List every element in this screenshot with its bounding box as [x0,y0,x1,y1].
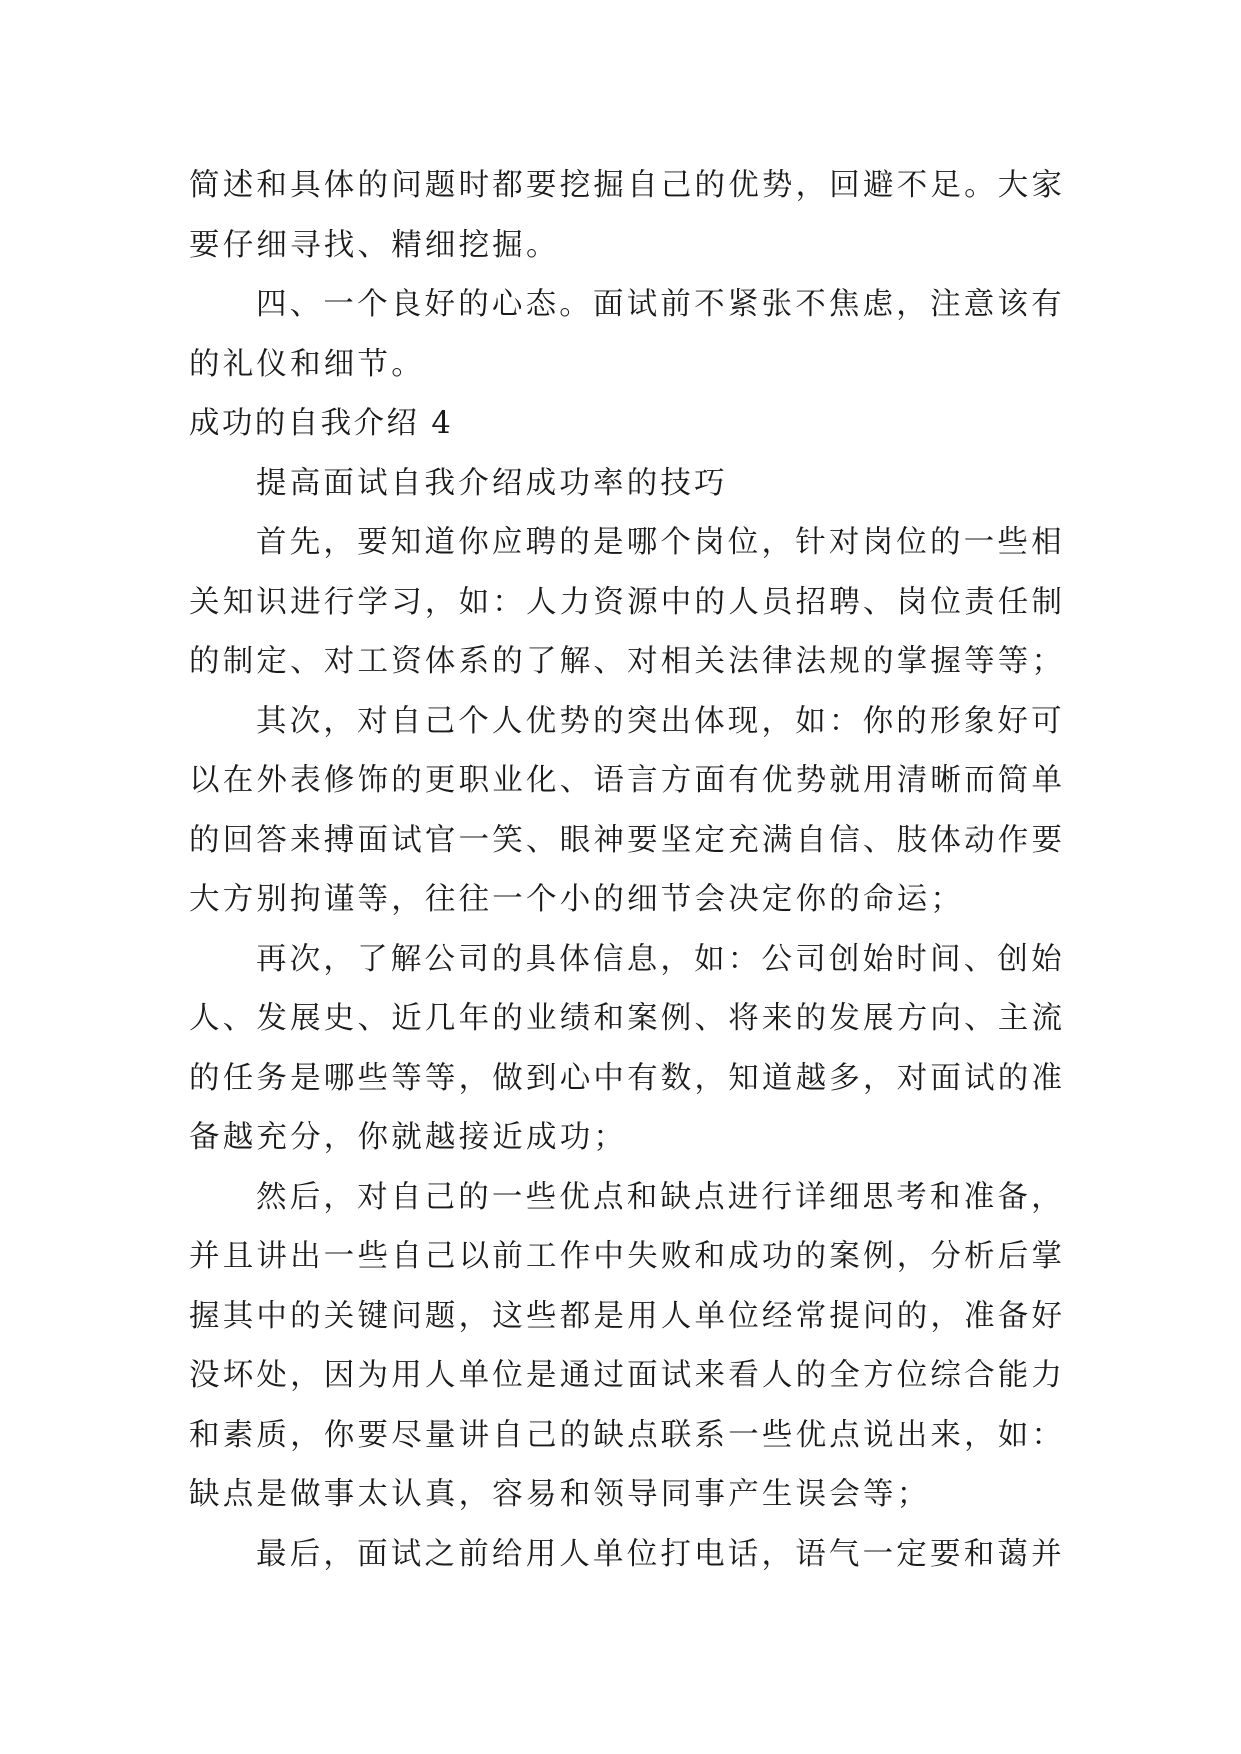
text-line: 大方别拘谨等，往往一个小的细节会决定你的命运； [189,882,965,917]
text-line: 四、一个良好的心态。面试前不紧张不焦虑，注意该有 [256,287,1065,322]
text-line: 的任务是哪些等等，做到心中有数，知道越多，对面试的准 [189,1060,1066,1096]
text-line: 关知识进行学习，如：人力资源中的人员招聘、岗位责任制 [189,584,1066,620]
text-line: 备越充分，你就越接近成功； [189,1120,628,1155]
text-line: 然后，对自己的一些优点和缺点进行详细思考和准备， [256,1179,1065,1215]
text-line: 和素质，你要尽量讲自己的缺点联系一些优点说出来，如： [189,1417,1066,1453]
section-heading: 成功的自我介绍 4 [189,406,454,441]
text-line: 要仔细寻找、精细挖掘。 [189,227,560,263]
text-line: 再次，了解公司的具体信息，如：公司创始时间、创始 [256,941,1065,977]
text-line: 并且讲出一些自己以前工作中失败和成功的案例，分析后掌 [189,1239,1066,1274]
text-line: 人、发展史、近几年的业绩和案例、将来的发展方向、主流 [189,1001,1066,1036]
text-line: 没坏处，因为用人单位是通过面试来看人的全方位综合能力 [189,1358,1066,1393]
text-line: 最后，面试之前给用人单位打电话，语气一定要和蔼并 [256,1536,1065,1572]
document-body [189,156,1066,1584]
text-line: 首先，要知道你应聘的是哪个岗位，针对岗位的一些相 [256,525,1065,560]
text-line: 握其中的关键问题，这些都是用人单位经常提问的，准备好 [189,1298,1066,1334]
text-line: 简述和具体的问题时都要挖掘自己的优势，回避不足。大家 [189,168,1066,203]
text-line: 以在外表修饰的更职业化、语言方面有优势就用清晰而简单 [189,763,1066,798]
text-line: 缺点是做事太认真，容易和领导同事产生误会等； [189,1477,931,1512]
text-line: 其次，对自己个人优势的突出体现，如：你的形象好可 [256,703,1065,739]
text-line: 的制定、对工资体系的了解、对相关法律法规的掌握等等； [189,644,1066,679]
subheading: 提高面试自我介绍成功率的技巧 [256,465,728,501]
text-line: 的回答来搏面试官一笑、眼神要坚定充满自信、肢体动作要 [189,822,1066,858]
text-line: 的礼仪和细节。 [189,346,425,382]
